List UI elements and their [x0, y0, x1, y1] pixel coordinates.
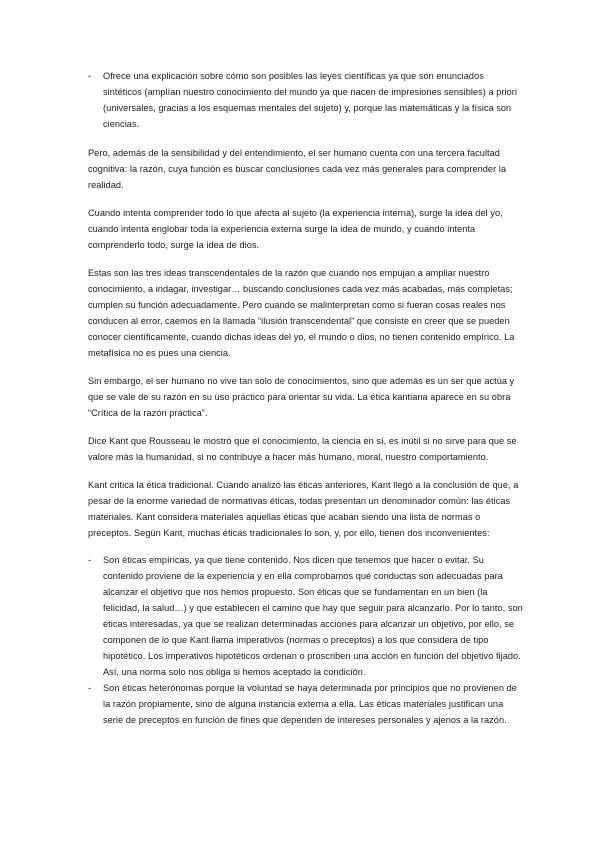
bullet-text: Ofrece una explicación sobre cómo son posibles las leyes científicas ya que son enunciados sintéticos (amplían nuestro conocimiento del mundo ya que nacen de impresiones sensibles) a priori (universales, gracias a los esquemas mentales del sujeto) y, porque las matemáticas y la física son ciencias.: [103, 71, 517, 129]
bullet-dash: -: [88, 683, 92, 693]
paragraph: Sin embargo, el ser humano no vive tan solo de conocimientos, sino que además es un ser que actúa y que se vale de su razón en su uso práctico para orientar su vida. La ética kantiana aparece en su obra “Crítica de la razón práctica”.: [88, 376, 515, 418]
bullet-item: [88, 680, 524, 728]
bullet-text: Son éticas heterónomas porque la voluntad se haya determinada por principios que no provienen de la razón propiamente, sino de alguna instancia externa a ella. Las éticas materiales justifican una serie de preceptos en función de fines que dependen de intereses personales y ajenos a la razón.: [103, 683, 517, 725]
bullet-item: [88, 552, 524, 680]
paragraph: Cuando intenta comprender todo lo que afecta al sujeto (la experiencia interna), surge la idea del yo, cuando intenta englobar toda la experiencia externa surge la idea de mundo, y cuando intenta comprenderlo todo, surge la idea de dios.: [88, 208, 503, 250]
bullet-text: Son éticas empíricas, ya que tiene contenido. Nos dicen que tenemos que hacer o evitar. Su contenido proviene de la experiencia y en ella comprobamos qué conductas son adecuadas para alcanzar el objetivo que nos hemos propuesto. Son éticas que se fundamentan en un bien (la felicidad, la salud…) y que establecen el camino que hay que seguir para alcanzarlo. Por lo tanto, son éticas interesadas, ya que se realizan determinadas acciones para alcanzar un objetivo, por ello, se componen de lo que Kant llama imperativos (normas o preceptos) a los que considera de tipo hipotético. Los imperativos hipotéticos ordenan o proscriben una acción en función del objetivo fijado. Así, una norma solo nos obliga si hemos aceptado la condición.: [103, 555, 523, 677]
paragraph: Dice Kant que Rousseau le mostró que el conocimiento, la ciencia en sí, es inútil si no sirve para que se valore más la humanidad, si no contribuye a hacer más humano, moral, nuestro comportamiento.: [88, 436, 517, 462]
paragraph: Estas son las tres ideas transcendentales de la razón que cuando nos empujan a ampliar nuestro conocimiento, a indagar, investigar… buscando conclusiones cada vez más acabadas, más completas; cumplen su función adecuadamente. Pero cuando se malinterpretan como si fueran cosas reales nos conducen al error, caemos en la llamada “ilusión transcendental” que consiste en creer que se pueden conocer científicamente, cuando dichas ideas del yo, el mundo o dios, no tienen contenido empírico. La metafísica no es pues una ciencia.: [88, 268, 515, 358]
bullet-item: [88, 68, 524, 132]
document-body: [88, 68, 524, 728]
paragraph: Kant critica la ética tradicional. Cuando analizó las éticas anteriores, Kant llegó a la conclusión de que, a pesar de la enorme variedad de normativas éticas, todas presentan un denominador común: las éticas materiales. Kant considera materiales aquellas éticas que acaban siendo una lista de normas o preceptos. Según Kant, muchas éticas tradicionales lo son, y, por ello, tienen dos inconvenientes:: [88, 480, 519, 538]
bullet-dash: -: [88, 555, 92, 565]
paragraph: Pero, además de la sensibilidad y del entendimiento, el ser humano cuenta con una tercera facultad cognitiva: la razón, cuya función es buscar conclusiones cada vez más generales para comprender la realidad.: [88, 148, 507, 190]
bullet-dash: -: [88, 71, 92, 81]
